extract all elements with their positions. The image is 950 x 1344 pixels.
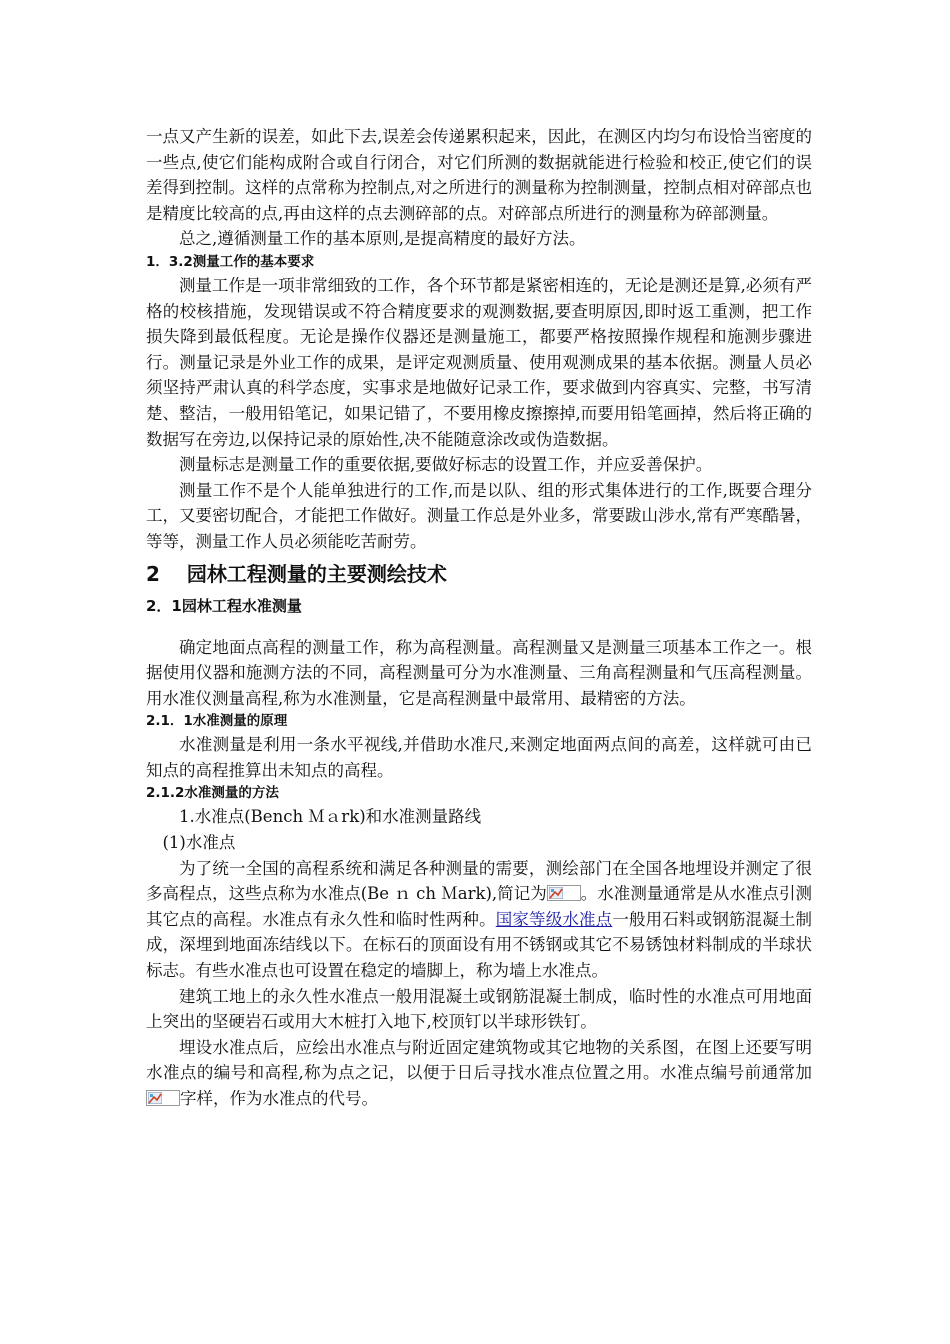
paragraph: 建筑工地上的永久性水准点一般用混凝土或钢筋混凝土制成，临时性的水准点可用地面上突出的坚硬岩石或用大木桩打入地下,校顶钉以半球形铁钉。 — [146, 986, 812, 1032]
list-item: 1.水准点(Bench Ｍａrk)和水准测量路线 — [179, 807, 482, 827]
paragraph-text: 。水准测量通常是从水准点引测其它点的高程。水准点有永久性和临时性两种。 — [146, 884, 813, 929]
paragraph — [146, 1035, 812, 1112]
paragraph — [146, 856, 812, 984]
section-heading-1-3-2: 1．3.2测量工作的基本要求 — [146, 253, 315, 270]
paragraph: 一点又产生新的误差，如此下去,误差会传递累积起来，因此，在测区内均匀布设恰当密度的一些点,使它们能构成附合或自行闭合，对它们所测的数据就能进行检验和校正,使它们的误差得到控制。这样的点常称为控制点,对之所进行的测量称为控制测量，控制点相对碎部点也是精度比较高的点,再由这样的点去测碎部的点。对碎部点所进行的测量称为碎部测量。 — [146, 127, 812, 223]
broken-image-icon — [146, 1090, 180, 1106]
paragraph-text: 一般用石料或钢筋混凝土制成，深埋到地面冻结线以下。在标石的顶面设有用不锈钢或其它不易锈蚀材料制成的半球状标志。有些水准点也可设置在稳定的墙脚上，称为墙上水准点。 — [146, 909, 813, 981]
section-heading-2-1-1: 2.1．1水准测量的原理 — [146, 713, 288, 730]
broken-image-icon — [547, 885, 581, 901]
chapter-heading-2: 2 园林工程测量的主要测绘技术 — [146, 561, 447, 586]
paragraph: 测量工作是一项非常细致的工作，各个环节都是紧密相连的，无论是测还是算,必须有严格的校核措施，发现错误或不符合精度要求的观测数据,要查明原因,即时返工重测，把工作损失降到最低程度。无论是操作仪器还是测量施工，都要严格按照操作规程和施测步骤进行。测量记录是外业工作的成果，是评定观测质量、使用观测成果的基本依据。测量人员必须坚持严肃认真的科学态度，实事求是地做好记录工作，要求做到内容真实、完整，书写清楚、整洁，一般用铅笔记，如果记错了，不要用橡皮擦擦掉,而要用铅笔画掉，然后将正确的数据写在旁边,以保持记录的原始性,决不能随意涂改或伪造数据。 — [146, 275, 812, 449]
paragraph-text: 为了统一全国的高程系统和满足各种测量的需要，测绘部门在全国各地埋设并测定了很多高程点，这些点称为水准点(Be ｎ ch Ｍark),简记为 — [146, 858, 812, 904]
link-national-benchmark[interactable]: 国家等级水准点 — [495, 909, 613, 929]
paragraph: 确定地面点高程的测量工作，称为高程测量。高程测量又是测量三项基本工作之一。根据使用仪器和施测方法的不同，高程测量可分为水准测量、三角高程测量和气压高程测量。用水准仪测量高程,称为水准测量，它是高程测量中最常用、最精密的方法。 — [146, 637, 812, 708]
paragraph: 水准测量是利用一条水平视线,并借助水准尺,来测定地面两点间的高差，这样就可由已知点的高程推算出未知点的高程。 — [146, 735, 812, 780]
list-item: (1)水准点 — [162, 833, 236, 853]
paragraph: 测量工作不是个人能单独进行的工作,而是以队、组的形式集体进行的工作,既要合理分工，又要密切配合，才能把工作做好。测量工作总是外业多，常要跋山涉水,常有严寒酷暑，等等，测量工作人员必须能吃苦耐劳。 — [146, 480, 812, 551]
paragraph-text: 埋设水准点后，应绘出水准点与附近固定建筑物或其它地物的关系图，在图上还要写明水准点的编号和高程,称为点之记，以便于日后寻找水准点位置之用。水准点编号前通常加 — [146, 1037, 812, 1083]
paragraph: 总之,遵循测量工作的基本原则,是提高精度的最好方法。 — [179, 229, 586, 249]
paragraph: 测量标志是测量工作的重要依据,要做好标志的设置工作，并应妥善保护。 — [179, 455, 713, 475]
paragraph-text: 字样，作为水准点的代号。 — [180, 1089, 378, 1108]
section-heading-2-1: 2．1园林工程水准测量 — [146, 596, 302, 615]
document-body — [146, 124, 812, 1112]
section-heading-2-1-2: 2.1.2水准测量的方法 — [146, 785, 279, 802]
